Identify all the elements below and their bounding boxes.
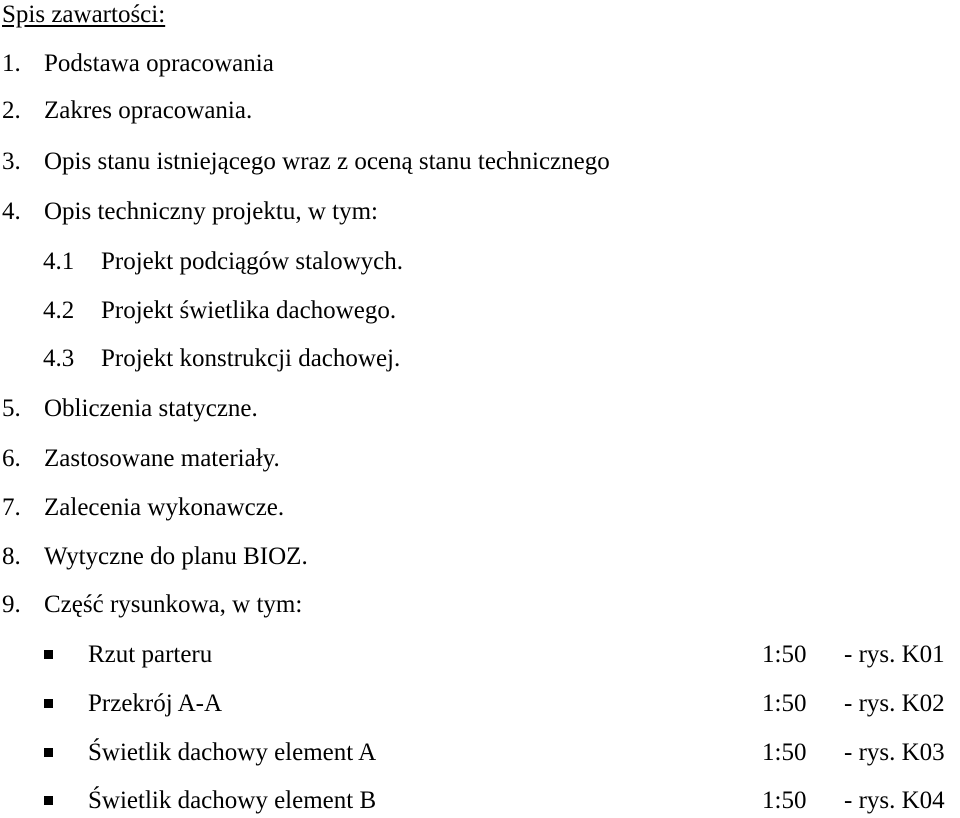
toc-item-label: Wytyczne do planu BIOZ. bbox=[44, 543, 308, 570]
toc-item-number: 4. bbox=[2, 198, 21, 225]
toc-item-9 bbox=[2, 590, 302, 620]
drawing-list-item bbox=[0, 638, 960, 672]
toc-item-label: Projekt świetlika dachowego. bbox=[101, 297, 397, 324]
toc-item-number: 3. bbox=[2, 148, 21, 175]
drawing-reference: - rys. K02 bbox=[844, 690, 945, 717]
toc-item-number: 5. bbox=[2, 395, 21, 422]
toc-item-label: Zastosowane materiały. bbox=[44, 445, 280, 472]
drawing-name: Świetlik dachowy element A bbox=[88, 739, 377, 766]
drawing-list-item bbox=[0, 784, 960, 818]
toc-item-4-2 bbox=[43, 296, 396, 326]
toc-item-number: 1. bbox=[2, 50, 21, 77]
toc-item-label: Opis techniczny projektu, w tym: bbox=[44, 198, 378, 225]
toc-item-number: 4.3 bbox=[43, 345, 75, 372]
square-bullet-icon bbox=[44, 796, 53, 805]
toc-item-3 bbox=[2, 147, 610, 177]
toc-item-label: Część rysunkowa, w tym: bbox=[44, 591, 303, 618]
drawing-reference: - rys. K01 bbox=[844, 641, 945, 668]
toc-item-1 bbox=[2, 49, 274, 79]
toc-item-label: Projekt podciągów stalowych. bbox=[101, 248, 404, 275]
toc-item-number: 2. bbox=[2, 97, 21, 124]
drawing-scale: 1:50 bbox=[762, 787, 807, 814]
toc-item-8 bbox=[2, 542, 308, 572]
drawing-scale: 1:50 bbox=[762, 739, 807, 766]
toc-item-number: 7. bbox=[2, 494, 21, 521]
drawing-scale: 1:50 bbox=[762, 690, 807, 717]
drawing-list-item bbox=[0, 687, 960, 721]
toc-item-number: 8. bbox=[2, 543, 21, 570]
toc-item-label: Podstawa opracowania bbox=[44, 50, 274, 77]
drawing-name: Rzut parteru bbox=[88, 641, 213, 668]
toc-item-2 bbox=[2, 96, 252, 126]
drawing-reference: - rys. K04 bbox=[844, 787, 945, 814]
toc-item-label: Obliczenia statyczne. bbox=[44, 395, 258, 422]
toc-item-label: Opis stanu istniejącego wraz z oceną stanu technicznego bbox=[44, 148, 610, 175]
toc-item-4 bbox=[2, 197, 378, 227]
square-bullet-icon bbox=[44, 650, 53, 659]
toc-item-label: Projekt konstrukcji dachowej. bbox=[101, 345, 401, 372]
toc-item-4-3 bbox=[43, 344, 400, 374]
toc-item-number: 4.2 bbox=[43, 297, 75, 324]
toc-title: Spis zawartości: bbox=[2, 1, 166, 28]
square-bullet-icon bbox=[44, 748, 53, 757]
drawing-scale: 1:50 bbox=[762, 641, 807, 668]
drawing-list-item bbox=[0, 736, 960, 770]
drawing-name: Przekrój A-A bbox=[88, 690, 222, 717]
toc-item-4-1 bbox=[43, 247, 403, 277]
square-bullet-icon bbox=[44, 699, 53, 708]
drawing-name: Świetlik dachowy element B bbox=[88, 787, 377, 814]
toc-item-label: Zalecenia wykonawcze. bbox=[44, 494, 285, 521]
toc-item-5 bbox=[2, 394, 258, 424]
toc-item-number: 9. bbox=[2, 591, 21, 618]
toc-item-7 bbox=[2, 493, 284, 523]
toc-item-number: 6. bbox=[2, 445, 21, 472]
toc-item-number: 4.1 bbox=[43, 248, 75, 275]
toc-item-label: Zakres opracowania. bbox=[44, 97, 253, 124]
toc-item-6 bbox=[2, 444, 280, 474]
drawing-reference: - rys. K03 bbox=[844, 739, 945, 766]
